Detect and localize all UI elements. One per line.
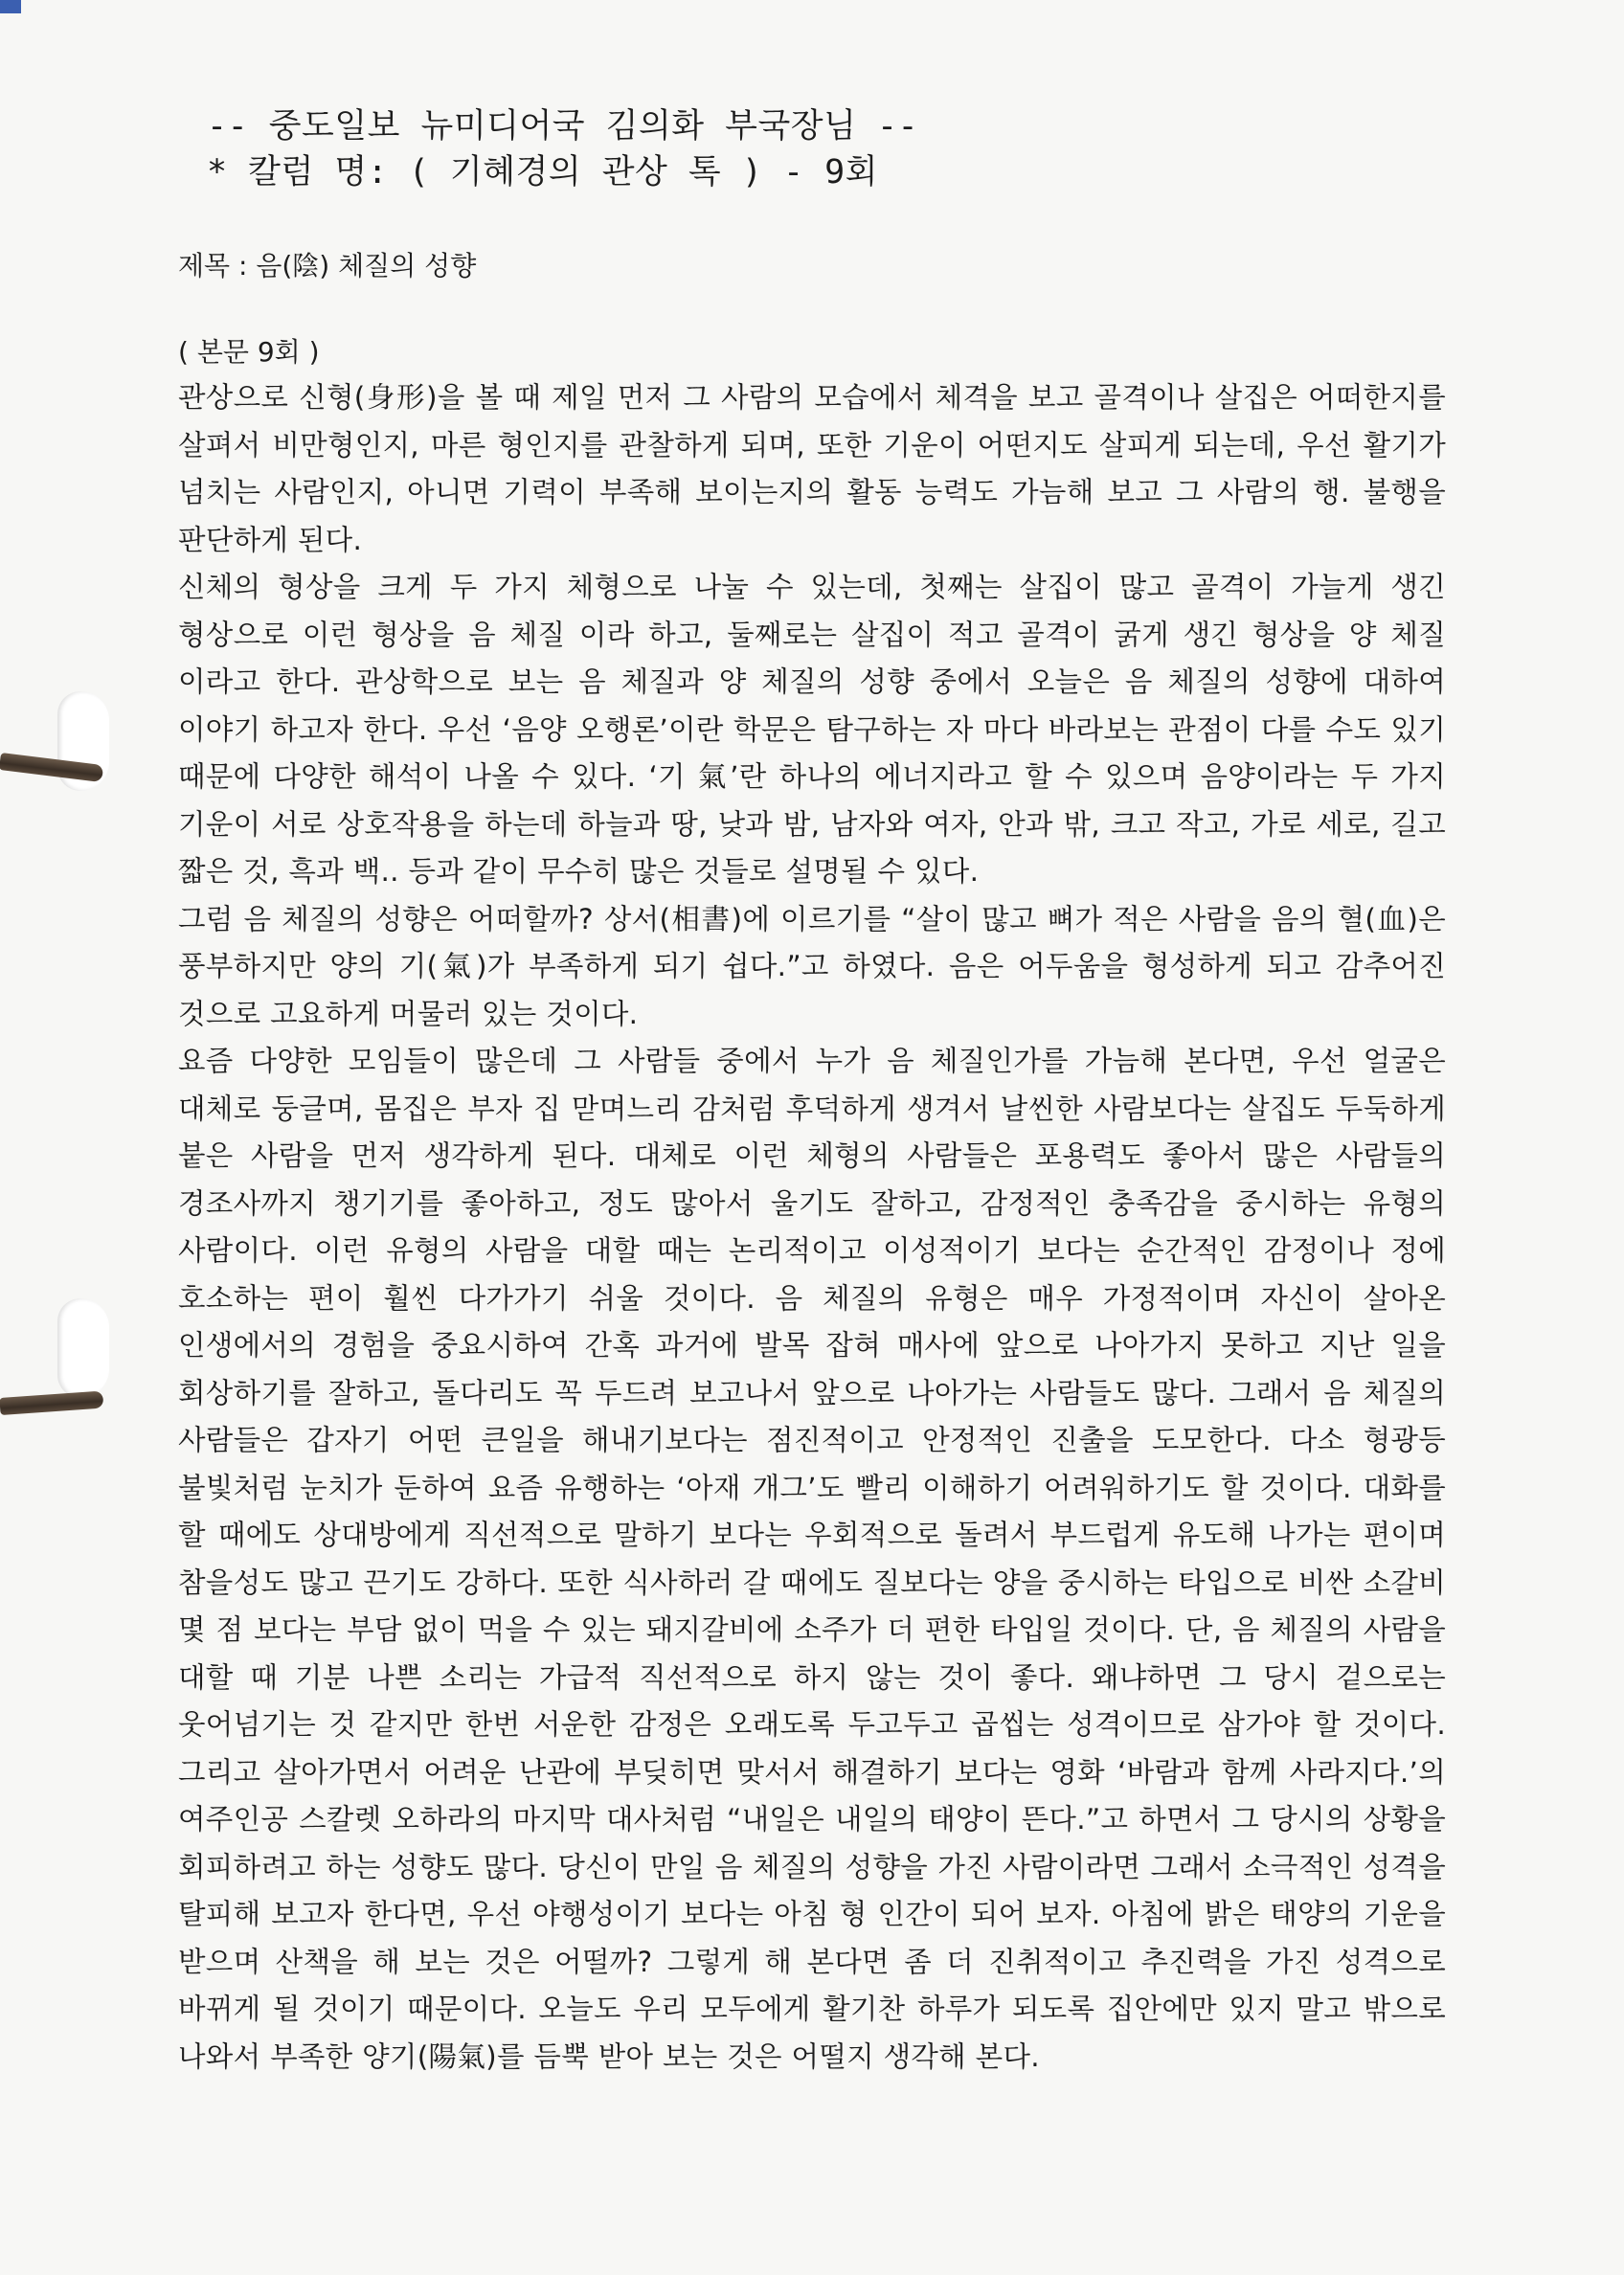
- article-title: 제목 : 음(陰) 체질의 성향: [178, 250, 477, 282]
- paragraph: 그럼 음 체질의 성향은 어떠할까? 상서(相書)에 이르기를 “살이 많고 뼈가 적은 사람을 음의 혈(血)은 풍부하지만 양의 기(氣)가 부족하게 되기 쉽다.”고 하였다. 음은 어두움을 형성하게 되고 감추어진 것으로 고요하게 머물러 있는 것이다.: [178, 902, 1447, 1030]
- page-corner-mark: [0, 0, 21, 13]
- section-label: ( 본문 9회 ): [178, 336, 320, 368]
- header-column-line: * 칼럼 명: ( 기혜경의 관상 톡 ) - 9회: [207, 153, 878, 191]
- paragraph: 신체의 형상을 크게 두 가지 체형으로 나눌 수 있는데, 첫째는 살집이 많고 골격이 가늘게 생긴 형상으로 이런 형상을 음 체질 이라 하고, 둘째로는 살집이 적고 골격이 굵게 생긴 형상을 양 체질 이라고 한다. 관상학으로 보는 음 체질과 양 체질의 성향 중에서 오늘은 음 체질의 성향에 대하여 이야기 하고자 한다. 우선 ‘음양 오행론’이란 학문은 탐구하는 자 마다 바라보는 관점이 다를 수도 있기 때문에 다양한 해석이 나올 수 있다. ‘기 氣’란 하나의 에너지라고 할 수 있으며 음양이라는 두 가지 기운이 서로 상호작용을 하는데 하늘과 땅, 낮과 밤, 남자와 여자, 안과 밖, 크고 작고, 가로 세로, 길고 짧은 것, 흑과 백.. 등과 같이 무수히 많은 것들로 설명될 수 있다.: [178, 571, 1446, 888]
- binder-ring-bottom: [0, 1390, 103, 1414]
- header-publication-line: -- 중도일보 뉴미디어국 김의화 부국장님 --: [207, 107, 919, 146]
- paragraph: 요즘 다양한 모임들이 많은데 그 사람들 중에서 누가 음 체질인가를 가늠해 본다면, 우선 얼굴은 대체로 둥글며, 몸집은 부자 집 맏며느리 감처럼 후덕하게 생겨서 날씬한 사람보다는 살집도 두둑하게 붙은 사람을 먼저 생각하게 된다. 대체로 이런 체형의 사람들은 포용력도 좋아서 많은 사람들의 경조사까지 챙기기를 좋아하고, 정도 많아서 울기도 잘하고, 감정적인 충족감을 중시하는 유형의 사람이다. 이런 유형의 사람을 대할 때는 논리적이고 이성적이기 보다는 순간적인 감정이나 정에 호소하는 편이 훨씬 다가가기 쉬울 것이다. 음 체질의 유형은 매우 가정적이며 자신이 살아온 인생에서의 경험을 중요시하여 간혹 과거에 발목 잡혀 매사에 앞으로 나아가지 못하고 지난 일을 회상하기를 잘하고, 돌다리도 꼭 두드려 보고나서 앞으로 나아가는 사람들도 많다. 그래서 음 체질의 사람들은 갑자기 어떤 큰일을 해내기보다는 점진적이고 안정적인 진출을 도모한다. 다소 형광등 불빛처럼 눈치가 둔하여 요즘 유행하는 ‘아재 개그’도 빨리 이해하기 어려워하기도 할 것이다. 대화를 할 때에도 상대방에게 직선적으로 말하기 보다는 우회적으로 돌려서 부드럽게 유도해 나가는 편이며 참을성도 많고 끈기도 강하다. 또한 식사하러 갈 때에도 질보다는 양을 중시하는 타입으로 비싼 소갈비 몇 점 보다는 부담 없이 먹을 수 있는 돼지갈비에 소주가 더 편한 타입일 것이다. 단, 음 체질의 사람을 대할 때 기분 나쁜 소리는 가급적 직선적으로 하지 않는 것이 좋다. 왜냐하면 그 당시 겉으로는 웃어넘기는 것 같지만 한번 서운한 감정은 오래도록 두고두고 곱씹는 성격이므로 삼가야 할 것이다. 그리고 살아가면서 어려운 난관에 부딪히면 맞서서 해결하기 보다는 영화 ‘바람과 함께 사라지다.’의 여주인공 스칼렛 오하라의 마지막 대사처럼 “내일은 내일의 태양이 뜬다.”고 하면서 그 당시의 상황을 회피하려고 하는 성향도 많다. 당신이 만일 음 체질의 성향을 가진 사람이라면 그래서 소극적인 성격을 탈피해 보고자 한다면, 우선 야행성이기 보다는 아침 형 인간이 되어 보자. 아침에 밝은 태양의 기운을 받으며 산책을 해 보는 것은 어떨까? 그렇게 해 본다면 좀 더 진취적이고 추진력을 가진 성격으로 바뀌게 될 것이기 때문이다. 오늘도 우리 모두에게 활기찬 하루가 되도록 집안에만 있지 말고 밖으로 나와서 부족한 양기(陽氣)를 듬뿍 받아 보는 것은 어떨지 생각해 본다.: [178, 1045, 1446, 2073]
- binder-hole-bottom: [57, 1298, 109, 1398]
- article-body: [178, 374, 1446, 2081]
- paragraph: 관상으로 신형(身形)을 볼 때 제일 먼저 그 사람의 모습에서 체격을 보고 골격이나 살집은 어떠한지를 살펴서 비만형인지, 마른 형인지를 관찰하게 되며, 또한 기운이 어떤지도 살피게 되는데, 우선 활기가 넘치는 사람인지, 아니면 기력이 부족해 보이는지의 활동 능력도 가늠해 보고 그 사람의 행. 불행을 판단하게 된다.: [178, 381, 1446, 556]
